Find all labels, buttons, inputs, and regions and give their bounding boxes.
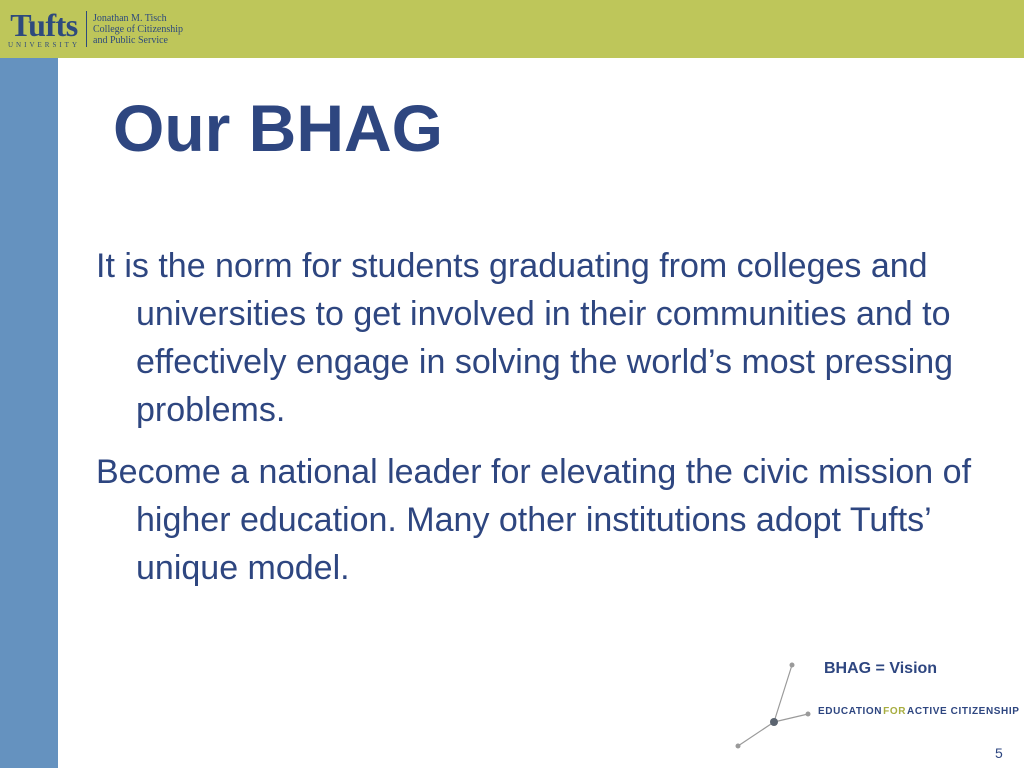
slide-title: Our BHAG [113, 91, 443, 165]
college-line-2: College of Citizenship [93, 23, 183, 35]
tufts-wordmark [8, 6, 80, 49]
bhag-note: BHAG = Vision [824, 660, 938, 677]
left-band [0, 58, 58, 768]
eac-for: FOR [883, 706, 907, 717]
education-for-active-citizenship-logo [818, 706, 1020, 717]
paragraph-2: Become a national leader for elevating the civic mission of higher education. Many other institutions adopt Tufts’ unique model. [96, 453, 972, 587]
logo-sub-text: UNIVERSITY [8, 40, 80, 49]
eac-education: EDUCATION [818, 706, 883, 717]
college-line-3: and Public Service [93, 34, 168, 46]
tufts-logo [8, 6, 183, 52]
logo-divider [86, 11, 87, 47]
logo-main-text: Tufts [10, 6, 78, 43]
header-band [0, 0, 1024, 58]
college-name [93, 13, 183, 46]
constellation-icon [730, 660, 820, 755]
paragraph-1: It is the norm for students graduating from colleges and universities to get involved in their communities and to effectively engage in solving the world’s most pressing problems. [96, 247, 954, 429]
college-line-1: Jonathan M. Tisch [93, 12, 167, 24]
slide-body [96, 242, 976, 606]
eac-active-citizenship: ACTIVE CITIZENSHIP [907, 706, 1020, 717]
page-number: 5 [995, 745, 1003, 761]
